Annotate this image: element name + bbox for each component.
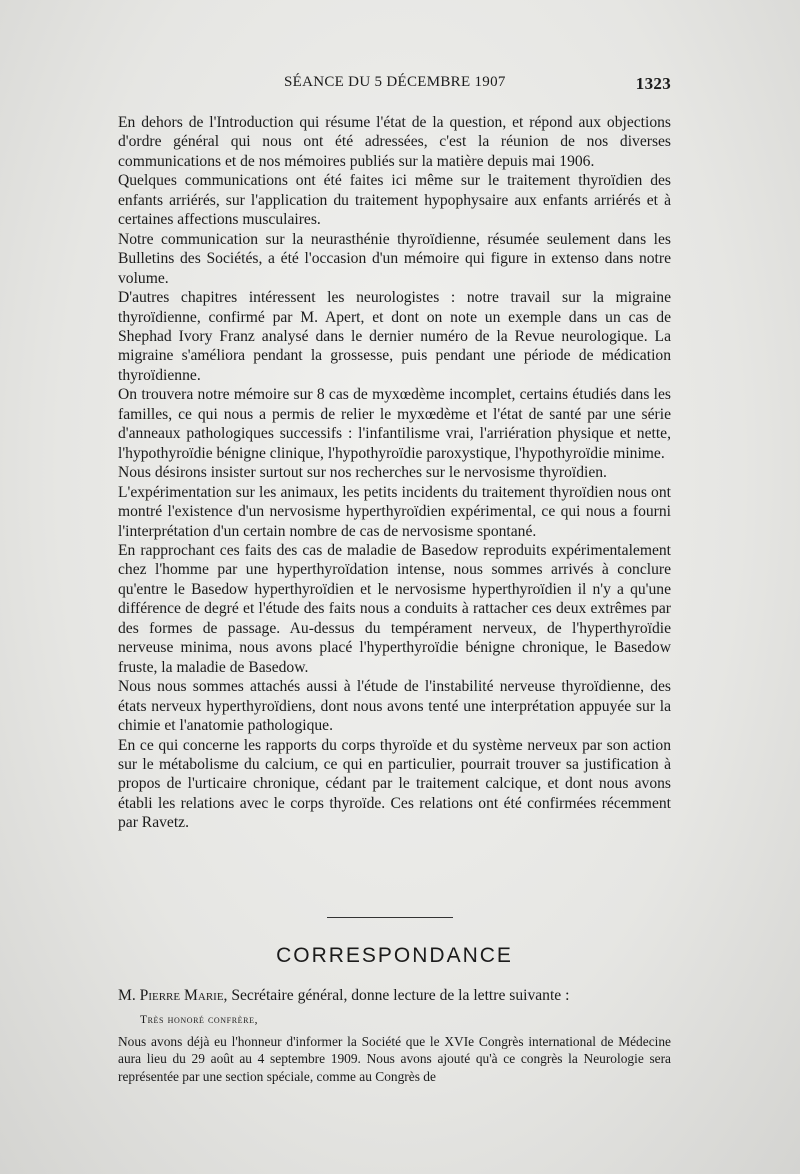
running-title: SÉANCE DU 5 DÉCEMBRE 1907	[284, 74, 506, 90]
paragraph: Nous nous sommes attachés aussi à l'étude de l'instabilité nerveuse thyroïdienne, des états nerveux hyperthyroïdiens, dont nous avons tenté une interprétation appuyée sur la chimie et l'anatomie pathologique.	[118, 678, 671, 735]
letter-salutation: Très honoré confrère,	[140, 1014, 259, 1026]
paragraph: En dehors de l'Introduction qui résume l'état de la question, et répond aux objections d'ordre général qui nous ont été adressées, c'est la réunion de nos diverses communications et de nos mémoires publiés sur la matière depuis mai 1906.	[118, 114, 671, 170]
section-divider	[327, 917, 453, 918]
paragraph: Notre communication sur la neurasthénie thyroïdienne, résumée seulement dans les Bulletins des Sociétés, a été l'occasion d'un mémoire qui figure in extenso dans notre volume.	[118, 230, 671, 287]
paragraph: Quelques communications ont été faites ici même sur le traitement thyroïdien des enfants arriérés, sur l'application du traitement hypophysaire aux enfants arriérés et à certaines affections musculaires.	[118, 172, 671, 229]
section-heading: CORRESPONDANCE	[276, 944, 513, 967]
paragraph: En rapprochant ces faits des cas de maladie de Basedow reproduits expérimentalement chez l'homme par une hyperthyroïdation intense, nous sommes arrivés à conclure qu'entre le Basedow hyperthyroïdien et le nervosisme hyperthyroïdien il n'y a qu'une différence de degré et l'étude des faits nous a conduits à rattacher ces deux extrêmes par des formes de passage. Au-dessus du tempérament nerveux, de l'hyperthyroïdie nerveuse minima, nous avons placé l'hyperthyroïdie bénigne chronique, le Basedow fruste, la maladie de Basedow.	[118, 541, 671, 676]
paragraph: L'expérimentation sur les animaux, les petits incidents du traitement thyroïdien nous ont montré l'existence d'un nervosisme hyperthyroïdien expérimental, ce qui nous a fourni l'interprétation d'un certain nombre de cas de nervosisme spontané.	[118, 483, 671, 540]
body-text	[118, 113, 671, 833]
correspondence-intro	[118, 986, 671, 1006]
paragraph: D'autres chapitres intéressent les neurologistes : notre travail sur la migraine thyroïdienne, confirmé par M. Apert, et dont on note un exemple dans un cas de Shephad Ivory Franz analysé dans le dernier numéro de la Revue neurologique. La migraine s'améliora pendant la grossesse, puis pendant une période de médication thyroïdienne.	[118, 289, 671, 384]
letter-body: Nous avons déjà eu l'honneur d'informer la Société que le XVIe Congrès international de Médecine aura lieu du 29 août au 4 septembre 1909. Nous avons ajouté qu'à ce congrès la Neurologie sera représentée par une section spéciale, comme au Congrès de	[118, 1034, 671, 1084]
paragraph: Nous désirons insister surtout sur nos recherches sur le nervosisme thyroïdien.	[118, 464, 607, 482]
paragraph: En ce qui concerne les rapports du corps thyroïde et du système nerveux par son action sur le métabolisme du calcium, ce qui en particulier, pourrait trouver sa justification à propos de l'urticaire chronique, cédant par le traitement calcique, et dont nous avons établi les relations avec le corps thyroïde. Ces relations ont été confirmées récemment par Ravetz.	[118, 736, 671, 832]
speaker-name: M. Pierre Marie,	[118, 987, 228, 1004]
page-number: 1323	[635, 74, 671, 93]
running-header	[118, 74, 671, 98]
paragraph: On trouvera notre mémoire sur 8 cas de myxœdème incomplet, certains étudiés dans les familles, ce qui nous a permis de relier le myxœdème et l'état de santé par une série d'anneaux pathologiques successifs : l'infantilisme vrai, l'arriération physique et nette, l'hypothyroïdie bénigne clinique, l'hypothyroïdie paroxystique, l'hypothyroïdie minime.	[118, 386, 671, 462]
intro-text: Secrétaire général, donne lecture de la lettre suivante :	[227, 987, 570, 1004]
